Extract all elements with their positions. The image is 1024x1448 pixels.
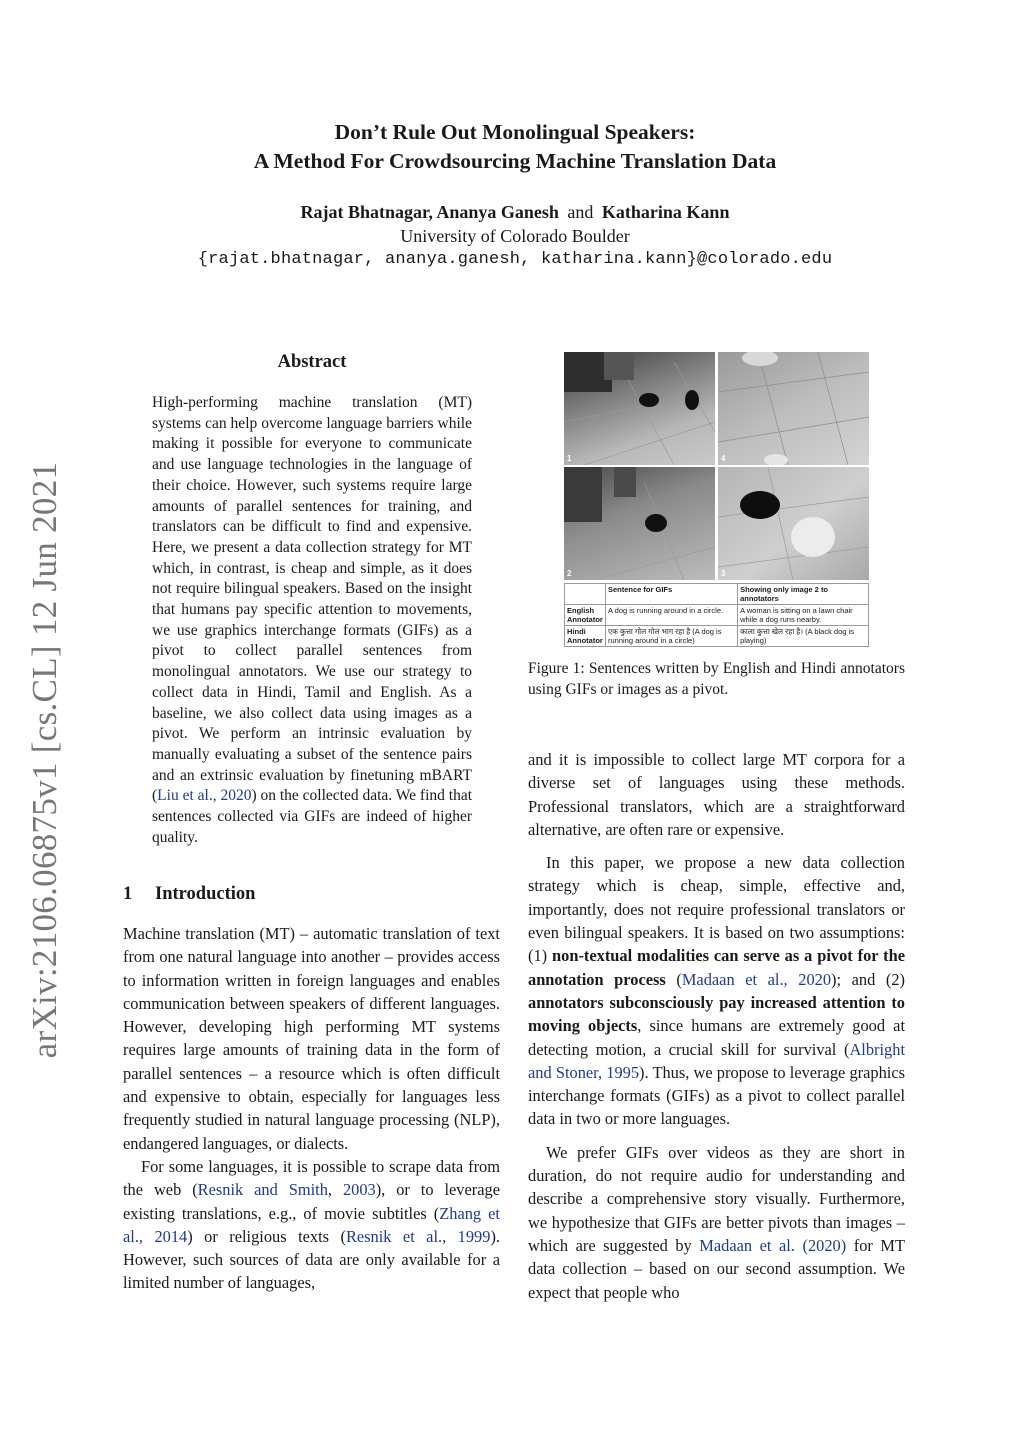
abstract-heading: Abstract [277,352,347,372]
author-list [100,200,930,224]
title-line-2: A Method For Crowdsourcing Machine Translation Data [253,149,777,173]
figure-1 [564,352,869,645]
section-number: 1 [123,884,133,904]
right-p2-text-b: ( [665,969,682,989]
gif-frame-1 [564,352,715,465]
table-header-row [565,584,869,605]
intro-p2-text-a: For some languages, it is possible to scrape data from the web ( [123,1156,500,1200]
abstract-text-1: High-performing machine translation (MT) systems can help overcome language barriers while making it possible for everyone to communicate and use language technologies in the language of their choice. However, such systems require large amounts of parallel sentences for training, and translators can be difficult to find and expensive. Here, we present a data collection strategy for MT which, in contrast, is cheap and simple, as it does not require bilingual speakers. Based on the insight that humans pay specific attention to movements, we use graphics interchange formats (GIFs) as a pivot to collect parallel sentences from monolingual annotators. We use our strategy to collect data in Hindi, Tamil and English. As a baseline, we also collect data using images as a pivot. We perform an intrinsic evaluation by manually evaluating a subset of the sentence pairs and an extrinsic evaluation by finetuning mBART ( [152,394,472,805]
arxiv-stamp-text: arXiv:2106.06875v1 [cs.CL] 12 Jun 2021 [25,461,64,1059]
authors-part-1: Rajat Bhatnagar, Ananya Ganesh [300,202,559,222]
gif-frame-3 [718,467,869,580]
frame-label: 2 [567,569,572,578]
figure-table [564,583,869,647]
intro-p2-text-b: , [327,1180,343,1200]
right-p2-text-e: ). Thus, we propose to leverage graphics interchange formats (GIFs) as a pivot to collect parallel data in two or more languages. [528,1062,905,1129]
title-block [100,118,930,272]
intro-p2-text-d: ) or religious texts ( [187,1226,346,1246]
citation-resnik-smith-year[interactable]: 2003 [342,1180,376,1200]
citation-albright-stoner[interactable]: Albright and Stoner, 1995 [528,1039,905,1082]
paper-title [100,118,930,176]
frame-label: 3 [721,569,726,578]
abstract-text-2: ) on the collected data. We find that sentences collected via GIFs are indeed of higher quality. [152,787,473,846]
section-title: Introduction [155,884,256,904]
abstract-body [152,393,472,848]
citation-liu-2020[interactable]: Liu et al., 2020 [157,787,252,805]
table-row-label: Hindi Annotator [565,626,606,647]
gif-frame-4 [718,352,869,465]
intro-p2-text-e: ). However, such sources of data are only available for a limited number of languages, [123,1226,501,1293]
table-header-cell [565,584,606,605]
section-heading-introduction [123,884,255,905]
author-emails: {rajat.bhatnagar, ananya.ganesh, katharina.kann}@colorado.edu [197,250,833,269]
citation-resnik-smith[interactable]: Resnik and Smith [197,1180,328,1200]
assumption-1-bold: non-textual modalities can serve as a pivot for the annotation process [528,946,905,989]
intro-p2-text-c: ), or to leverage existing translations, e.g., of movie subtitles ( [123,1180,500,1223]
arxiv-stamp [20,460,70,1060]
citation-madaan-2020-b[interactable]: Madaan et al. (2020) [699,1235,847,1255]
citation-madaan-2020[interactable]: Madaan et al., 2020 [681,969,832,989]
figure-caption: Figure 1: Sentences written by English and Hindi annotators using GIFs or images as a pivot. [528,660,905,698]
table-cell: एक कुत्ता गोल गोल भाग रहा है (A dog is running around in a circle) [606,626,738,647]
frame-2-illustration [564,467,715,580]
right-p2-text-c: ); and (2) [831,969,905,989]
frame-label: 4 [721,454,726,463]
frame-1-illustration [564,352,715,465]
intro-paragraph-1: Machine translation (MT) – automatic translation of text from one natural language into another – provides access to information written in foreign languages and enables communication between speakers of different languages. However, developing high performing MT systems requires large amounts of training data in the form of parallel sentences – a resource which is often difficult and expensive to obtain, especially for languages less frequently studied in natural language processing (NLP), endangered languages, or dialects. [123,924,500,1153]
right-paragraph-1: and it is impossible to collect large MT corpora for a diverse set of languages using these methods. Professional translators, which are a straightforward alternative, are often rare or expensive. [528,750,905,839]
frame-4-illustration [718,352,869,465]
gif-frames-grid [564,352,869,580]
right-p3-text-a: We prefer GIFs over videos as they are short in duration, do not require audio for understanding and describe a comprehensive story visually. Furthermore, we hypothesize that GIFs are better pivots than images – which are suggested by [528,1142,905,1255]
abstract-paragraph [152,393,472,848]
table-row [565,626,869,647]
citation-resnik-1999[interactable]: Resnik et al., 1999 [345,1226,491,1246]
authors-part-2: Katharina Kann [601,202,730,222]
affiliation: University of Colorado Boulder [400,226,630,246]
right-paragraph-2 [528,851,905,1131]
gif-frame-2 [564,467,715,580]
table-header-cell: Showing only image 2 to annotators [738,584,869,605]
table-header-cell: Sentence for GIFs [606,584,738,605]
right-p2-text-a: In this paper, we propose a new data collection strategy which is cheap, simple, effective and, importantly, does not require professional translators or even bilingual speakers. It is based on two assumptions: (1) [528,853,905,966]
table-row-label: English Annotator [565,605,606,626]
assumption-2-bold: annotators subconsciously pay increased attention to moving objects [528,992,905,1036]
table-cell: A dog is running around in a circle. [606,605,738,626]
table-row [565,605,869,626]
intro-right-column [528,748,905,1314]
intro-left-column [123,922,500,1295]
citation-zhang-2014[interactable]: Zhang et al., 2014 [123,1203,500,1246]
authors-and: and [567,202,594,222]
right-p3-text-b: for MT data collection – based on our second assumption. We expect that people who [528,1235,905,1302]
right-p2-text-d: , since humans are extremely good at detecting motion, a crucial skill for survival ( [528,1016,905,1059]
intro-paragraph-2 [123,1155,500,1295]
frame-label: 1 [567,454,572,463]
table-cell: A woman is sitting on a lawn chair while a dog runs nearby. [738,605,869,626]
table-cell: काला कुत्ता खेल रहा है। (A black dog is playing) [738,626,869,647]
title-line-1: Don’t Rule Out Monolingual Speakers: [334,120,696,144]
frame-3-illustration [718,467,869,580]
right-paragraph-3 [528,1141,905,1304]
